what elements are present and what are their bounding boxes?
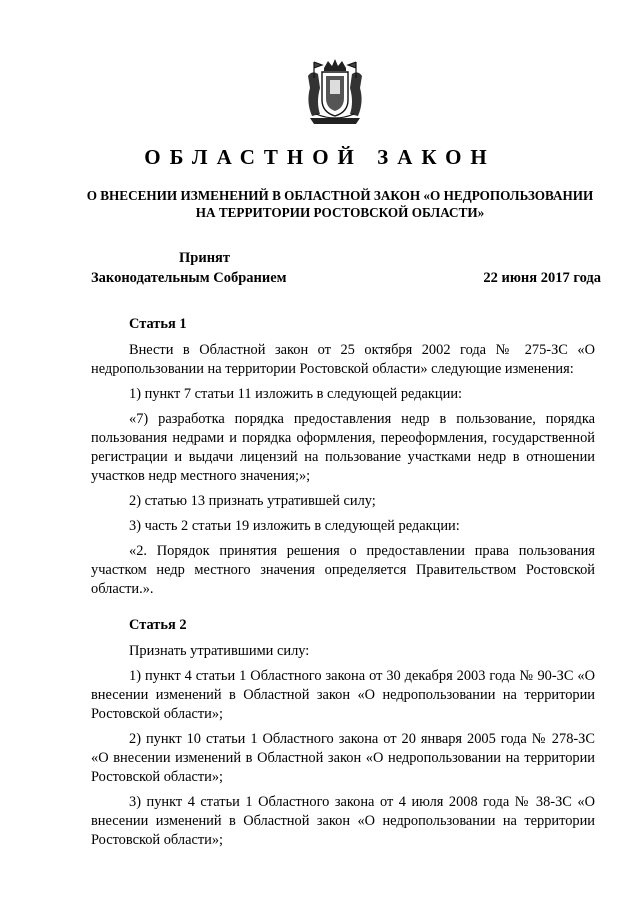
document-body [91,315,595,856]
article-paragraph: 3) пункт 4 статьи 1 Областного закона от 4 июля 2008 года № 38-ЗС «О внесении изменений в Областной закон «О недропользовании на территории Ростовской области»; [91,794,595,848]
document-title [60,187,620,221]
article-paragraph: 1) пункт 7 статьи 11 изложить в следующей редакции: [129,386,463,402]
adopting-body: Законодательным Собранием [91,270,287,286]
article-paragraph: «7) разработка порядка предоставления недр в пользование, порядка пользования недрами и порядка оформления, переоформления, государственной регистрации и выдачи лицензий на пользование участками недр в отношении участков недр местного значения;»; [91,411,595,484]
rostov-oblast-coat-of-arms-icon [302,58,368,128]
adoption-label: Принят [179,250,231,266]
article-paragraph: 2) статью 13 признать утратившей силу; [129,493,376,509]
article-paragraph: 3) часть 2 статьи 19 изложить в следующей редакции: [129,518,460,534]
document-title-line: О ВНЕСЕНИИ ИЗМЕНЕНИЙ В ОБЛАСТНОЙ ЗАКОН «О НЕДРОПОЛЬЗОВАНИИ [86,188,594,203]
article-heading: Статья 1 [129,316,187,332]
adoption-block [91,248,601,288]
document-title-line: НА ТЕРРИТОРИИ РОСТОВСКОЙ ОБЛАСТИ» [195,205,485,220]
article-paragraph: 2) пункт 10 статьи 1 Областного закона от 20 января 2005 года № 278-ЗС «О внесении изменений в Областной закон «О недропользовании на территории Ростовской области»; [91,731,595,785]
article-paragraph: «2. Порядок принятия решения о предоставлении права пользования участком недр местного значения определяется Правительством Ростовской области.». [91,543,595,597]
article-paragraph: Внести в Областной закон от 25 октября 2002 года № 275-ЗС «О недропользовании на территории Ростовской области» следующие изменения: [91,342,595,377]
adoption-date: 22 июня 2017 года [483,270,601,286]
article-paragraph: Признать утратившими силу: [129,643,310,659]
article-paragraph: 1) пункт 4 статьи 1 Областного закона от 30 декабря 2003 года № 90-ЗС «О внесении изменений в Областной закон «О недропользовании на территории Ростовской области»; [91,668,595,722]
document-type: ОБЛАСТНОЙ ЗАКОН [144,145,496,169]
article-heading: Статья 2 [129,617,187,633]
